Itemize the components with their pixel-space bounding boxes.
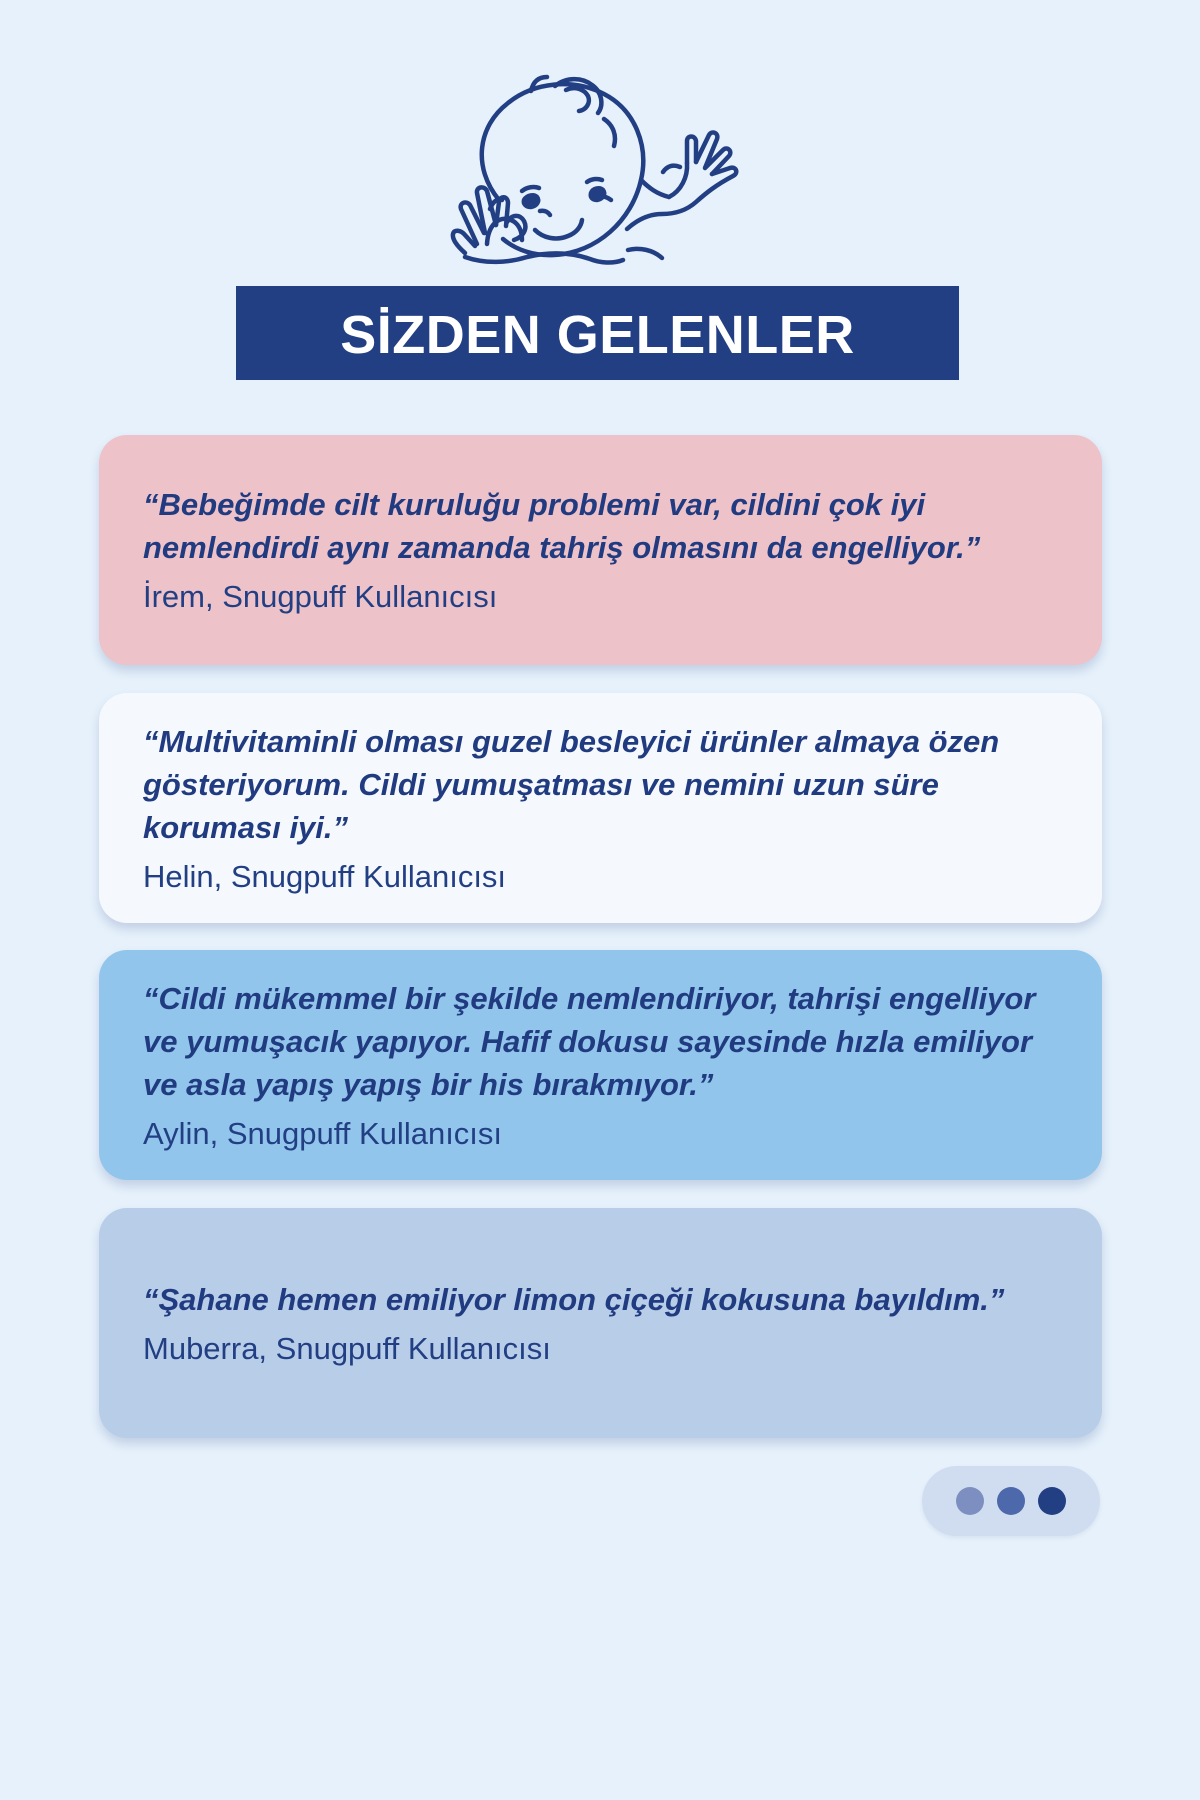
testimonial-pager (922, 1466, 1100, 1536)
testimonial-author: Muberra, Snugpuff Kullanıcısı (143, 1330, 551, 1366)
testimonial-quote: “Cildi mükemmel bir şekilde nemlendiriyor, tahrişi engelliyor ve yumuşacık yapıyor. Hafif dokusu sayesinde hızla emiliyor ve asla yapış yapış bir his bırakmıyor.” (143, 980, 1036, 1102)
page-title: SİZDEN GELENLER (340, 305, 855, 365)
testimonial-author: Helin, Snugpuff Kullanıcısı (143, 858, 507, 894)
baby-face-waving-icon (430, 74, 750, 294)
testimonial-author: Aylin, Snugpuff Kullanıcısı (143, 1115, 503, 1151)
testimonial-card (99, 1208, 1102, 1438)
testimonial-card (99, 693, 1102, 923)
testimonial-card (99, 950, 1102, 1180)
testimonial-quote: “Bebeğimde cilt kuruluğu problemi var, cildini çok iyi nemlendirdi aynı zamanda tahriş olmasını da engelliyor.” (143, 487, 981, 565)
testimonial-author: İrem, Snugpuff Kullanıcısı (143, 579, 498, 614)
hero (0, 0, 1200, 420)
testimonial-quote: “Şahane hemen emiliyor limon çiçeği kokusuna bayıldım.” (143, 1281, 1005, 1317)
pager-dot-1[interactable] (956, 1487, 984, 1515)
title-banner (236, 286, 959, 380)
pager-dot-3-active[interactable] (1038, 1487, 1066, 1515)
testimonial-quote: “Multivitaminli olması guzel besleyici ürünler almaya özen gösteriyorum. Cildi yumuşatması ve nemini uzun süre koruması iyi.” (143, 723, 1000, 845)
pager-dot-2[interactable] (997, 1487, 1025, 1515)
testimonial-card (99, 435, 1102, 665)
